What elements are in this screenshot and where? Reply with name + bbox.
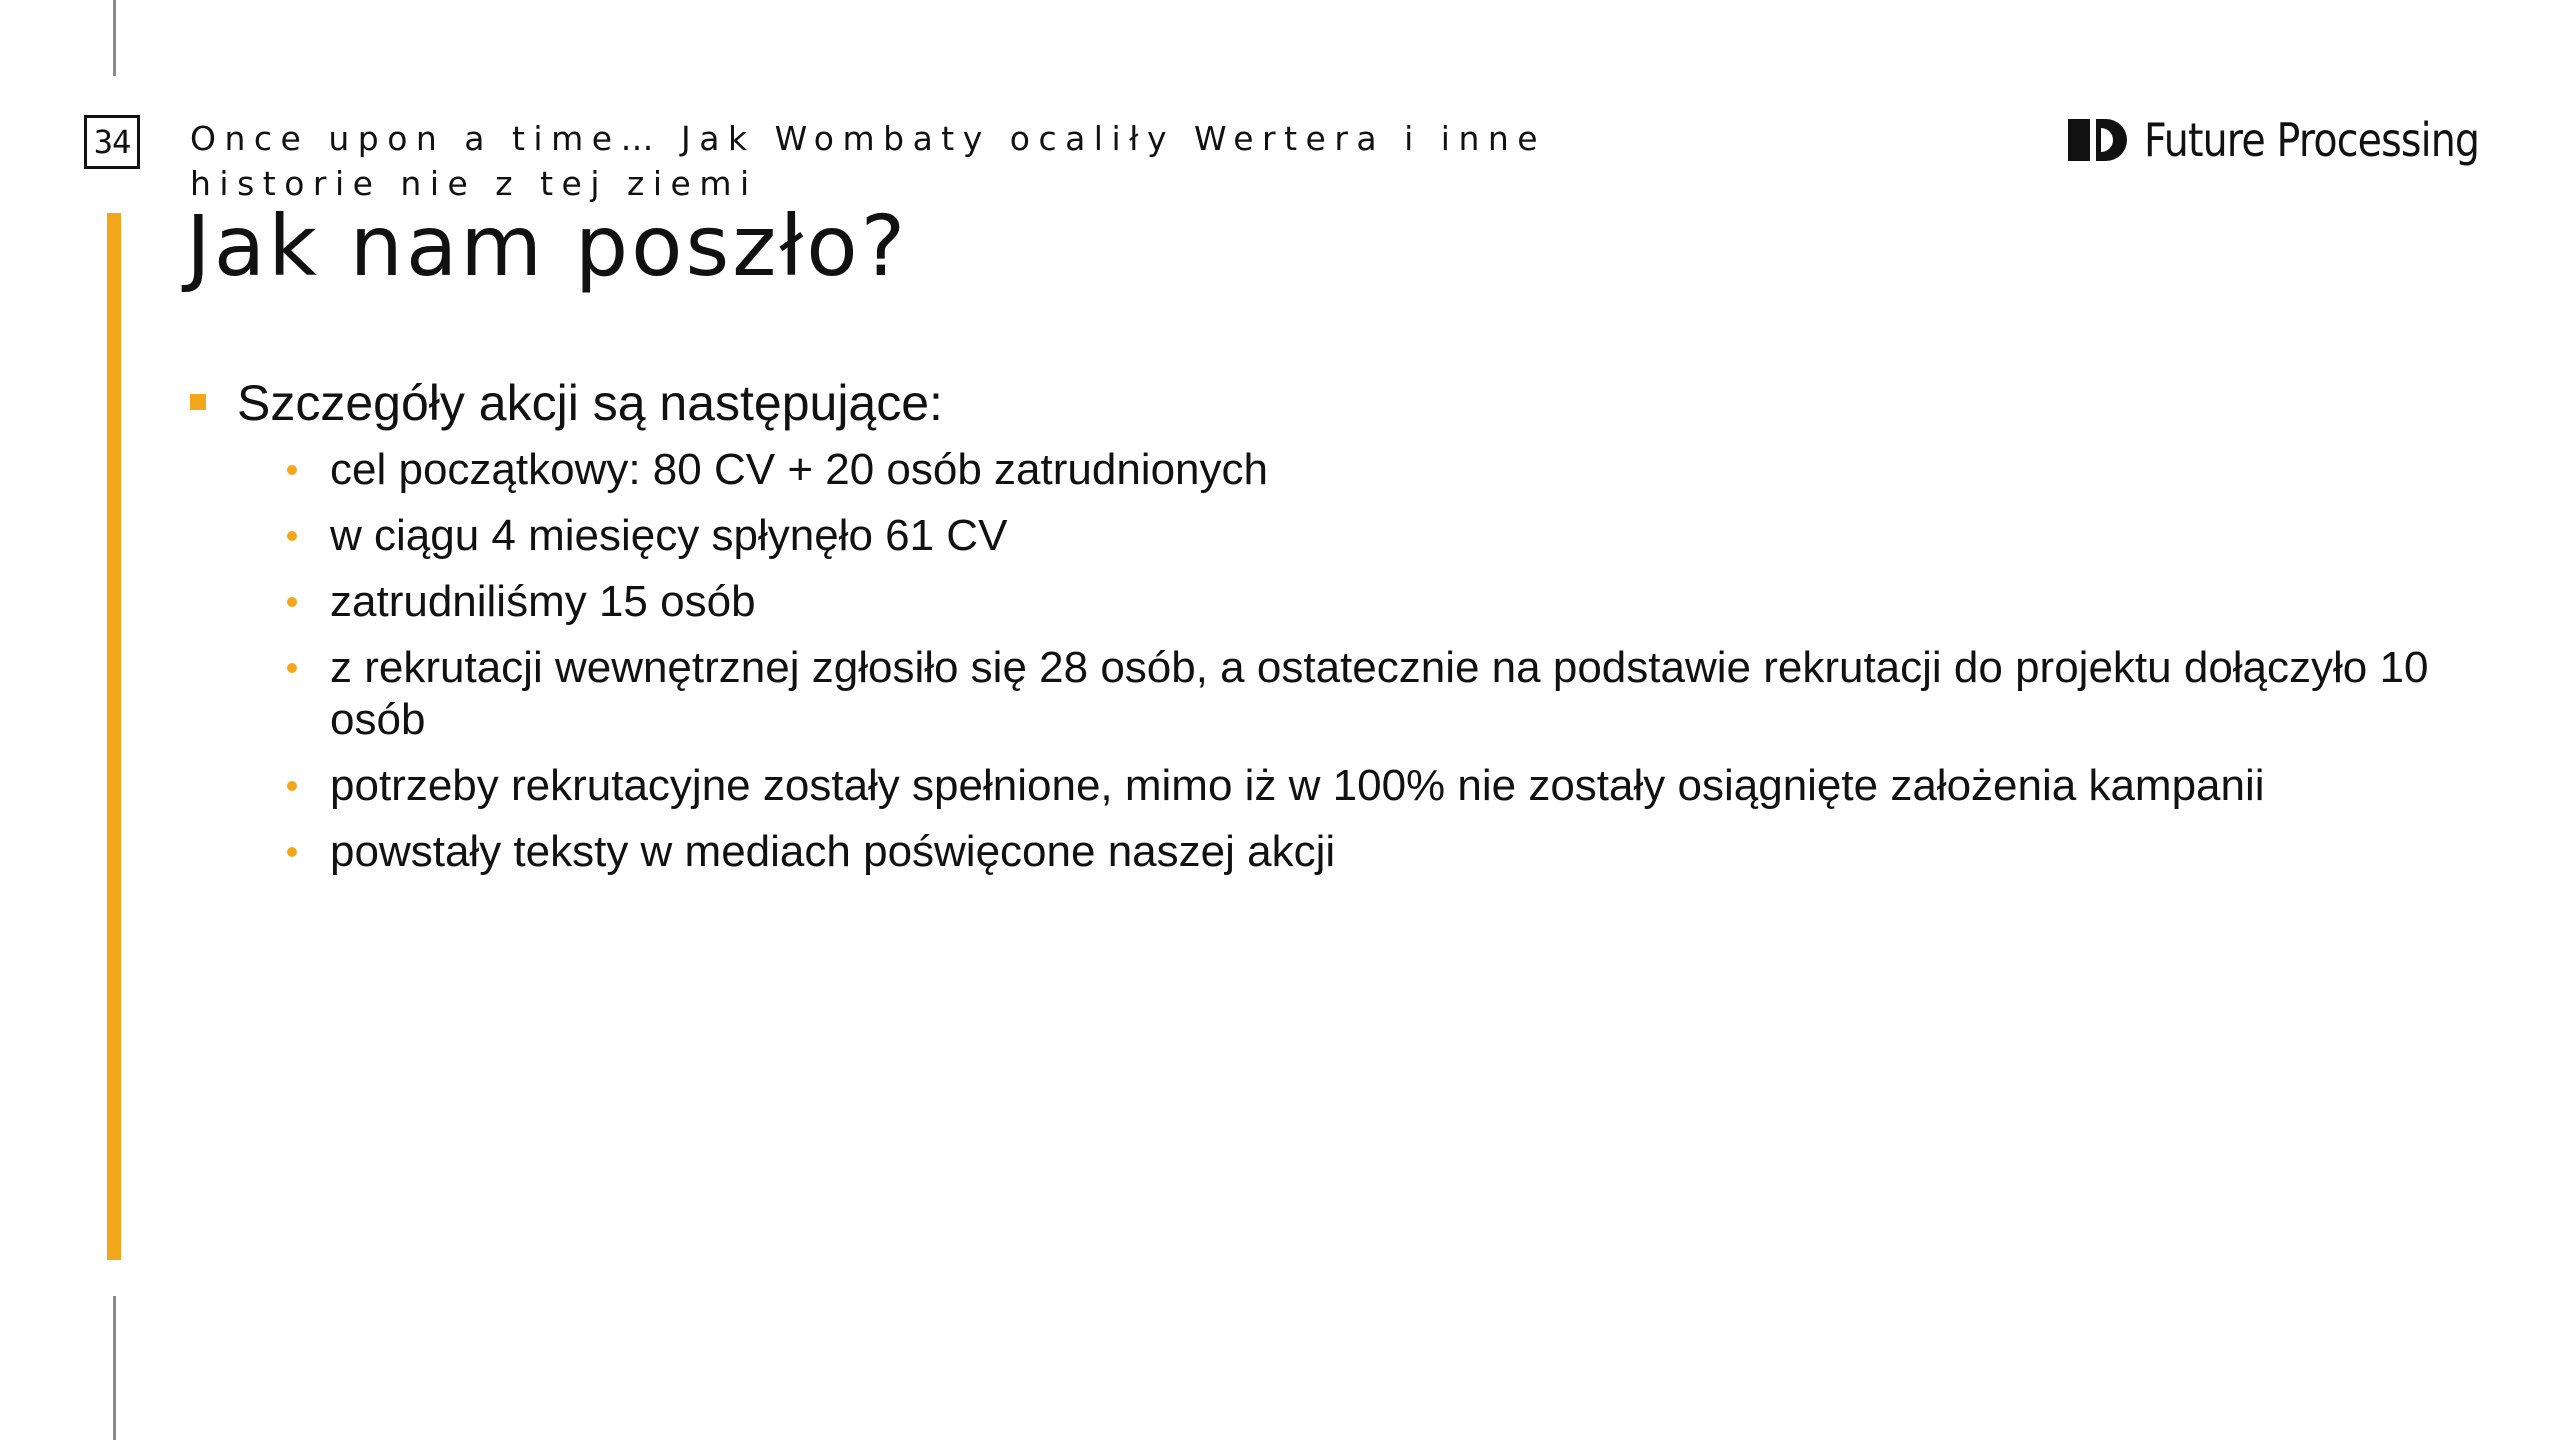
logo-mark-icon bbox=[2068, 119, 2128, 161]
main-bullet bbox=[190, 370, 2450, 436]
sub-bullet-text: potrzeby rekrutacyjne zostały spełnione, mimo iż w 100% nie zostały osiągnięte założenia kampanii bbox=[330, 761, 2265, 810]
sub-bullet-item bbox=[330, 642, 2440, 746]
sub-bullet-item bbox=[330, 576, 2440, 628]
sub-bullet-text: zatrudniliśmy 15 osób bbox=[330, 577, 756, 626]
sub-bullet-text: w ciągu 4 miesięcy spłynęło 61 CV bbox=[330, 511, 1008, 560]
dot-bullet-icon bbox=[287, 531, 297, 541]
company-logo bbox=[2068, 110, 2534, 170]
dot-bullet-icon bbox=[287, 597, 297, 607]
dot-bullet-icon bbox=[287, 465, 297, 475]
sub-bullet-item bbox=[330, 444, 2440, 496]
sub-bullet-text: powstały teksty w mediach poświęcone naszej akcji bbox=[330, 827, 1336, 876]
main-bullet-text: Szczegóły akcji są następujące: bbox=[237, 375, 943, 431]
dot-bullet-icon bbox=[287, 781, 297, 791]
sub-bullet-text: cel początkowy: 80 CV + 20 osób zatrudnionych bbox=[330, 445, 1268, 494]
dot-bullet-icon bbox=[287, 847, 297, 857]
sub-bullet-text: z rekrutacji wewnętrznej zgłosiło się 28 osób, a ostatecznie na podstawie rekrutacji do projektu dołączyło 10 osób bbox=[330, 643, 2429, 744]
logo-text: Future Processing bbox=[2144, 113, 2480, 167]
sub-bullet-item bbox=[330, 510, 2440, 562]
sub-bullet-item bbox=[330, 760, 2440, 812]
deck-title: Once upon a time… Jak Wombaty ocaliły Wertera i inne historie nie z tej ziemi bbox=[190, 119, 1547, 203]
slide-number: 34 bbox=[93, 123, 131, 161]
sub-bullet-item bbox=[330, 826, 2440, 878]
vertical-rail-top bbox=[113, 0, 116, 76]
slide-content bbox=[190, 370, 2450, 892]
accent-bar bbox=[107, 213, 121, 1260]
dot-bullet-icon bbox=[287, 663, 297, 673]
slide-number-box bbox=[84, 115, 140, 169]
vertical-rail-bottom bbox=[113, 1296, 116, 1440]
slide-title: Jak nam poszło? bbox=[186, 197, 909, 295]
square-bullet-icon bbox=[190, 394, 206, 410]
sub-bullet-list bbox=[190, 444, 2440, 878]
